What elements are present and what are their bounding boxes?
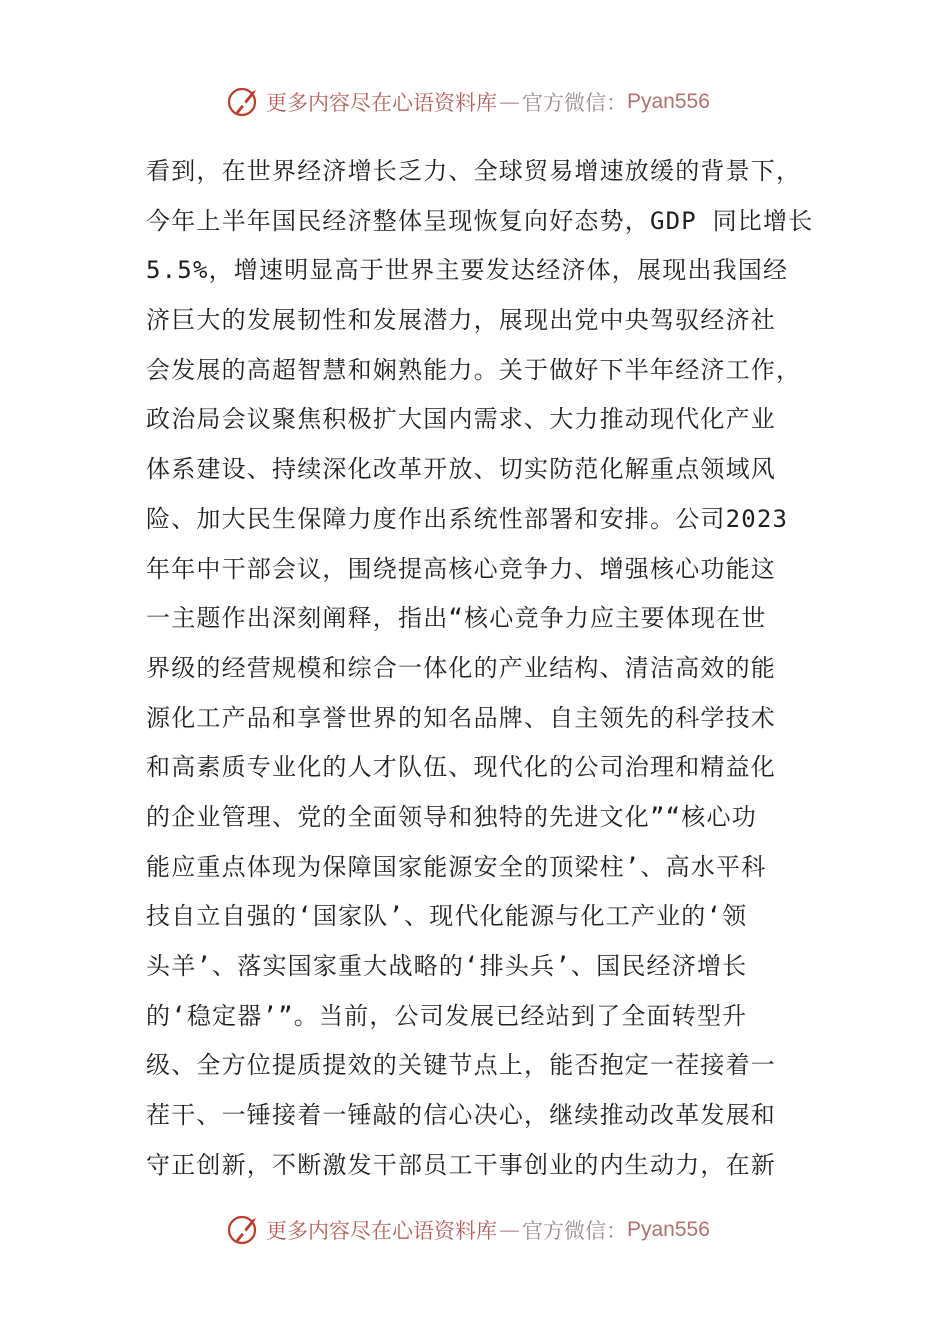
text-line: 的‘稳定器’”。当前，公司发展已经站到了全面转型升 [146, 1001, 748, 1030]
body-paragraph [146, 147, 814, 1190]
quill-logo-icon [226, 84, 262, 120]
text-line: 体系建设、持续深化改革开放、切实防范化解重点领域风 [146, 455, 776, 484]
text-line: 年年中干部会议，围绕提高核心竞争力、增强核心功能这 [146, 554, 776, 583]
text-line: 守正创新，不断激发干部员工干事创业的内生动力，在新 [146, 1150, 776, 1179]
text-line: 头羊’、落实国家重大战略的‘排头兵’、国民经济增长 [146, 952, 748, 980]
text-line: 级、全方位提质提效的关键节点上，能否抱定一茬接着一 [146, 1051, 776, 1080]
banner-wechat-id: Pyan556 [627, 90, 710, 113]
banner-wechat-label: 官方微信： [522, 1219, 627, 1243]
banner-separator: — [499, 90, 520, 114]
text-line: 今年上半年国民经济整体呈现恢复向好态势，GDP 同比增长 [146, 206, 814, 235]
banner-main-text: 更多内容尽在心语资料库 [266, 91, 497, 115]
text-line: 源化工产品和享誉世界的知名品牌、自主领先的科学技术 [146, 703, 776, 732]
text-line: 技自立自强的‘国家队’、现代化能源与化工产业的‘领 [146, 902, 748, 931]
text-line: 5.5%，增速明显高于世界主要发达经济体，展现出我国经 [146, 256, 789, 285]
text-line: 政治局会议聚焦积极扩大国内需求、大力推动现代化产业 [146, 405, 776, 434]
banner-separator: — [499, 1218, 520, 1242]
text-line: 会发展的高超智慧和娴熟能力。关于做好下半年经济工作， [146, 355, 802, 384]
text-line: 界级的经营规模和综合一体化的产业结构、清洁高效的能 [146, 653, 776, 682]
text-line: 济巨大的发展韧性和发展潜力，展现出党中央驾驭经济社 [146, 306, 776, 335]
text-line: 一主题作出深刻阐释，指出“核心竞争力应主要体现在世 [146, 604, 767, 633]
quill-logo-icon [226, 1212, 262, 1248]
text-line: 看到，在世界经济增长乏力、全球贸易增速放缓的背景下， [146, 157, 802, 185]
text-line: 险、加大民生保障力度作出系统性部署和安排。公司2023 [146, 504, 789, 533]
banner-wechat-label: 官方微信： [522, 91, 627, 115]
text-line: 和高素质专业化的人才队伍、现代化的公司治理和精益化 [146, 753, 776, 782]
text-line: 能应重点体现为保障国家能源安全的顶梁柱’、高水平科 [146, 852, 767, 881]
text-line: 茬干、一锤接着一锤敲的信心决心，继续推动改革发展和 [146, 1101, 776, 1130]
banner-wechat-id: Pyan556 [627, 1218, 710, 1241]
footer-banner [226, 1210, 746, 1250]
header-banner [226, 82, 746, 122]
text-line: 的企业管理、党的全面领导和独特的先进文化”“核心功 [146, 802, 757, 831]
banner-main-text: 更多内容尽在心语资料库 [266, 1219, 497, 1243]
